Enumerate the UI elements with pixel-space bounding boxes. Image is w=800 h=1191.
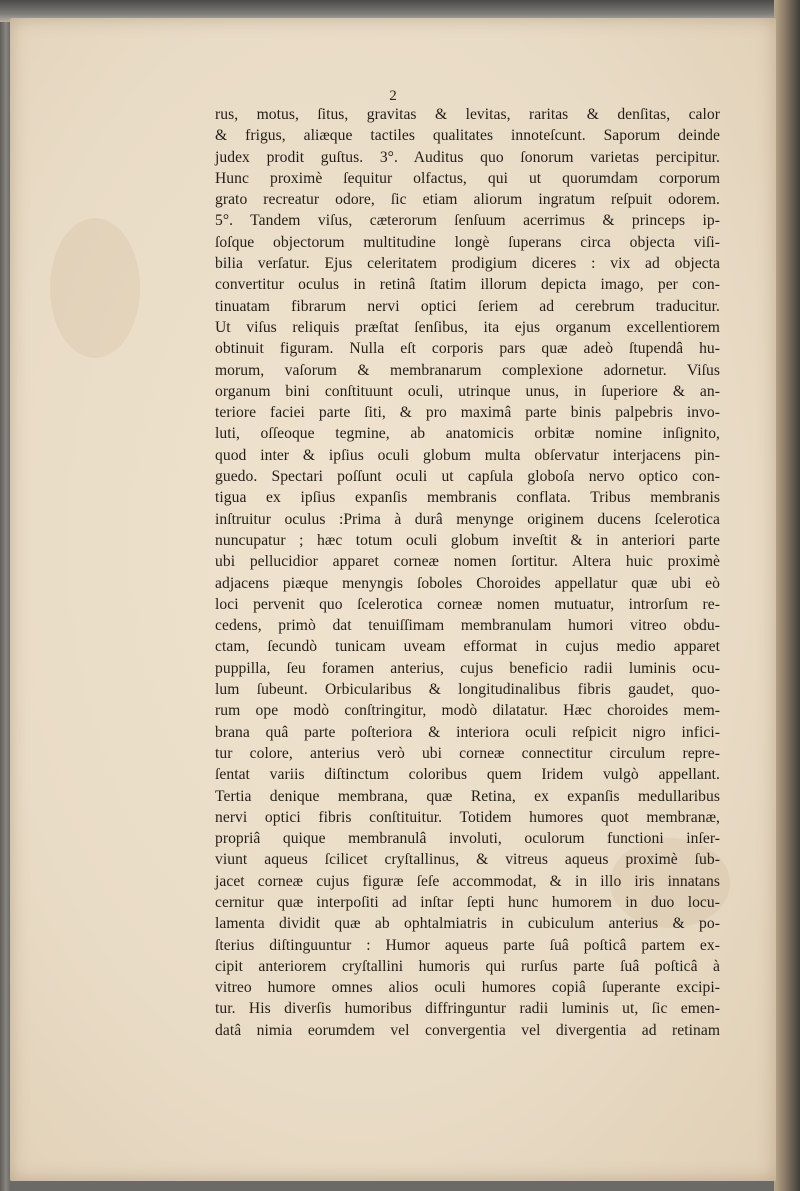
text-line: jacet corneæ cujus figuræ ſeſe accommodat, & in illo iris innatans <box>215 872 720 890</box>
book-page <box>10 18 776 1181</box>
text-line: nuncupatur ; hæc totum oculi globum inveſtit & in anteriori parte <box>215 531 720 549</box>
text-line: cernitur quæ interpoſiti ad inſtar ſepti hunc humorem in duo locu- <box>215 893 720 911</box>
text-line: luti, oſſeoque tegmine, ab anatomicis orbitæ nomine inſignito, <box>215 425 720 443</box>
text-line: rus, motus, ſitus, gravitas & levitas, raritas & denſitas, calor <box>215 106 720 123</box>
text-line: organum bini conſtituunt oculi, utrinque unus, in ſuperiore & an- <box>215 382 720 400</box>
text-line: & frigus, aliæque tactiles qualitates innoteſcunt. Saporum deinde <box>215 127 720 145</box>
text-line: nervi optici fibris conſtituitur. Totidem humores quot membranæ, <box>215 808 720 826</box>
text-line: tigua ex ipſius expanſis membranis conflata. Tribus membranis <box>215 489 720 507</box>
text-line: loci pervenit quo ſcelerotica corneæ nomen mutuatur, introrſum re- <box>215 595 720 613</box>
text-line: brana quâ parte poſteriora & interiora oculi reſpicit nigro infici- <box>215 723 720 741</box>
text-line: ſoſque objectorum multitudine longè ſuperans circa objecta viſi- <box>215 233 720 251</box>
text-line: inſtruitur oculus :Prima à durâ menynge originem ducens ſcelerotica <box>215 510 720 528</box>
text-line: grato recreatur odore, ſic etiam aliorum ingratum reſpuit odorem. <box>215 191 720 209</box>
text-line: Ut viſus reliquis præſtat ſenſibus, ita ejus organum excellentiorem <box>215 318 720 336</box>
latin-text-block <box>215 104 720 1041</box>
text-line: morum, vaſorum & membranarum complexione adornetur. Viſus <box>215 361 720 379</box>
text-line: tur. His diverſis humoribus diffringuntur radii luminis ut, ſic emen- <box>215 1000 720 1018</box>
text-line: Tertia denique membrana, quæ Retina, ex expanſis medullaribus <box>215 787 720 805</box>
text-line: judex prodit guſtus. 3°. Auditus quo ſonorum varietas percipitur. <box>215 148 720 166</box>
text-line: adjacens piæque menyngis ſoboles Choroides appellatur quæ ubi eò <box>215 574 720 592</box>
text-line: guedo. Spectari poſſunt oculi ut capſula globoſa nervo optico con- <box>215 468 720 486</box>
text-line: viunt aqueus ſcilicet cryſtallinus, & vitreus aqueus proximè ſub- <box>215 851 720 869</box>
text-line: ſterius diſtinguuntur : Humor aqueus parte ſuâ poſticâ partem ex- <box>215 936 720 954</box>
text-line: ubi pellucidior apparet corneæ nomen ſortitur. Altera huic proximè <box>215 553 720 571</box>
text-line: tinuatam fibrarum nervi optici ſeriem ad cerebrum traducitur. <box>215 297 720 315</box>
text-line: cipit anteriorem cryſtallini humoris qui rurſus parte ſuâ poſticâ à <box>215 957 720 975</box>
paper-stain <box>50 218 140 358</box>
text-line: lamenta dividit quæ ab ophtalmiatris in cubiculum anterius & po- <box>215 915 720 933</box>
text-line: teriore faciei parte ſiti, & pro maximâ parte binis palpebris invo- <box>215 404 720 422</box>
text-line: datâ nimia eorumdem vel convergentia vel divergentia ad retinam <box>215 1021 720 1039</box>
text-line: lum ſubeunt. Orbicularibus & longitudinalibus fibris gaudet, quo- <box>215 681 720 699</box>
text-line: propriâ quique membranulâ involuti, oculorum functioni inſer- <box>215 830 720 848</box>
text-line: ctam, ſecundò tunicam uveam efformat in cujus medio apparet <box>215 638 720 656</box>
text-line: convertitur oculus in retinâ ſtatim illorum depicta imago, per con- <box>215 276 720 294</box>
book-edge-right <box>774 0 800 1191</box>
text-line: quod inter & ipſius oculi globum multa obſervatur interjacens pin- <box>215 446 720 464</box>
text-line: obtinuit figuram. Nulla eſt corporis pars quæ adeò ſtupendâ hu- <box>215 340 720 358</box>
text-line: 5°. Tandem viſus, cæterorum ſenſuum acerrimus & princeps ip- <box>215 212 720 230</box>
text-line: cedens, primò dat tenuiſſimam membranulam humori vitreo obdu- <box>215 617 720 635</box>
text-line: vitreo humore omnes alios oculi humores copiâ ſuperante excipi- <box>215 979 720 997</box>
text-line: ſentat variis diſtinctum coloribus quem Iridem vulgò appellant. <box>215 766 720 784</box>
page-number: 2 <box>389 88 397 104</box>
text-line: Hunc proximè ſequitur olfactus, qui ut quorumdam corporum <box>215 169 720 187</box>
text-line: puppilla, ſeu foramen anterius, cujus beneficio radii luminis ocu- <box>215 659 720 677</box>
text-line: tur colore, anterius verò ubi corneæ connectitur circulum repre- <box>215 744 720 762</box>
text-line: rum ope modò conſtringitur, modò dilatatur. Hæc choroides mem- <box>215 702 720 720</box>
text-line: bilia verſatur. Ejus celeritatem prodigium diceres : vix ad objecta <box>215 255 720 273</box>
